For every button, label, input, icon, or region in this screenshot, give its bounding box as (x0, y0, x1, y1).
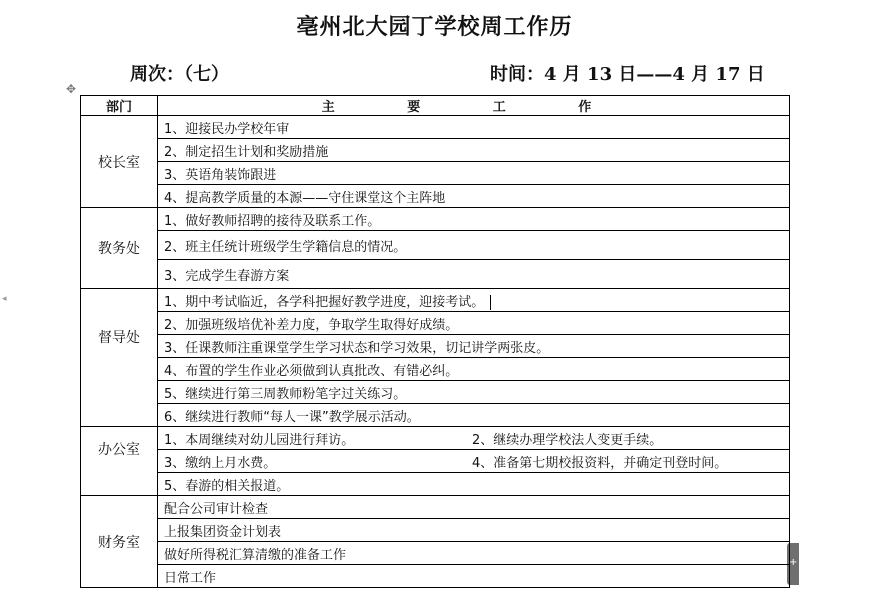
work-item[interactable]: 配合公司审计检查 (158, 496, 790, 519)
work-item[interactable]: 上报集团资金计划表 (158, 519, 790, 542)
dept-finance: 财务室 (81, 496, 158, 588)
text-cursor (490, 295, 491, 310)
table-row (81, 260, 790, 289)
table-row (81, 116, 790, 139)
table-row (81, 335, 790, 358)
table-row (81, 404, 790, 427)
work-item[interactable]: 5、继续进行第三周教师粉笔字过关练习。 (158, 381, 790, 404)
table-row (81, 185, 790, 208)
work-item[interactable]: 4、布置的学生作业必须做到认真批改、有错必纠。 (158, 358, 790, 381)
work-item[interactable] (158, 289, 790, 312)
work-item[interactable]: 2、班主任统计班级学生学籍信息的情况。 (158, 231, 790, 260)
table-row (81, 289, 790, 312)
table-row (81, 381, 790, 404)
plus-icon: + (789, 557, 798, 568)
work-item-left: 1、本周继续对幼儿园进行拜访。 (164, 432, 355, 448)
table-row (81, 358, 790, 381)
header-department: 部门 (81, 96, 158, 116)
table-row (81, 542, 790, 565)
work-item-right: 2、继续办理学校法人变更手续。 (472, 432, 663, 448)
dept-principal: 校长室 (81, 116, 158, 208)
schedule-table (80, 95, 790, 588)
date-range-label: 时间：4 月 13 日——4 月 17 日 (490, 64, 765, 85)
work-item[interactable]: 6、继续进行教师“每人一课”教学展示活动。 (158, 404, 790, 427)
work-item[interactable]: 5、春游的相关报道。 (158, 473, 790, 496)
table-row (81, 496, 790, 519)
table-header-row (81, 96, 790, 116)
work-item[interactable] (158, 427, 790, 450)
table-move-handle-icon[interactable]: ✥ (66, 82, 77, 96)
work-item[interactable]: 3、英语角装饰跟进 (158, 162, 790, 185)
page-title: 亳州北大园丁学校周工作历 (296, 14, 573, 40)
table-row (81, 427, 790, 450)
work-item[interactable]: 2、加强班级培优补差力度，争取学生取得好成绩。 (158, 312, 790, 335)
work-item[interactable]: 2、制定招生计划和奖励措施 (158, 139, 790, 162)
week-label: 周次：（七） (130, 64, 229, 85)
table-row (81, 473, 790, 496)
table-row (81, 565, 790, 588)
table-row (81, 519, 790, 542)
work-item[interactable]: 3、任课教师注重课堂学生学习状态和学习效果，切记讲学两张皮。 (158, 335, 790, 358)
work-item[interactable]: 做好所得税汇算清缴的准备工作 (158, 542, 790, 565)
work-item[interactable]: 日常工作 (158, 565, 790, 588)
work-item-text: 1、期中考试临近，各学科把握好教学进度，迎接考试。 (164, 294, 485, 310)
work-item[interactable]: 3、完成学生春游方案 (158, 260, 790, 289)
dept-academic: 教务处 (81, 208, 158, 289)
table-row (81, 162, 790, 185)
table-row (81, 450, 790, 473)
dept-supervision: 督导处 (81, 289, 158, 427)
work-item-left: 3、缴纳上月水费。 (164, 455, 277, 471)
work-item[interactable]: 1、迎接民办学校年审 (158, 116, 790, 139)
work-item-right: 4、准备第七期校报资料，并确定刊登时间。 (472, 455, 728, 471)
dept-office: 办公室 (81, 427, 158, 496)
work-item[interactable] (158, 450, 790, 473)
table-row (81, 231, 790, 260)
table-row (81, 312, 790, 335)
work-item[interactable]: 1、做好教师招聘的接待及联系工作。 (158, 208, 790, 231)
margin-arrow-icon: ◂ (2, 294, 7, 304)
work-item[interactable]: 4、提高教学质量的本源——守住课堂这个主阵地 (158, 185, 790, 208)
header-main-work: 主 要 工 作 (158, 96, 790, 116)
table-row (81, 139, 790, 162)
table-row (81, 208, 790, 231)
